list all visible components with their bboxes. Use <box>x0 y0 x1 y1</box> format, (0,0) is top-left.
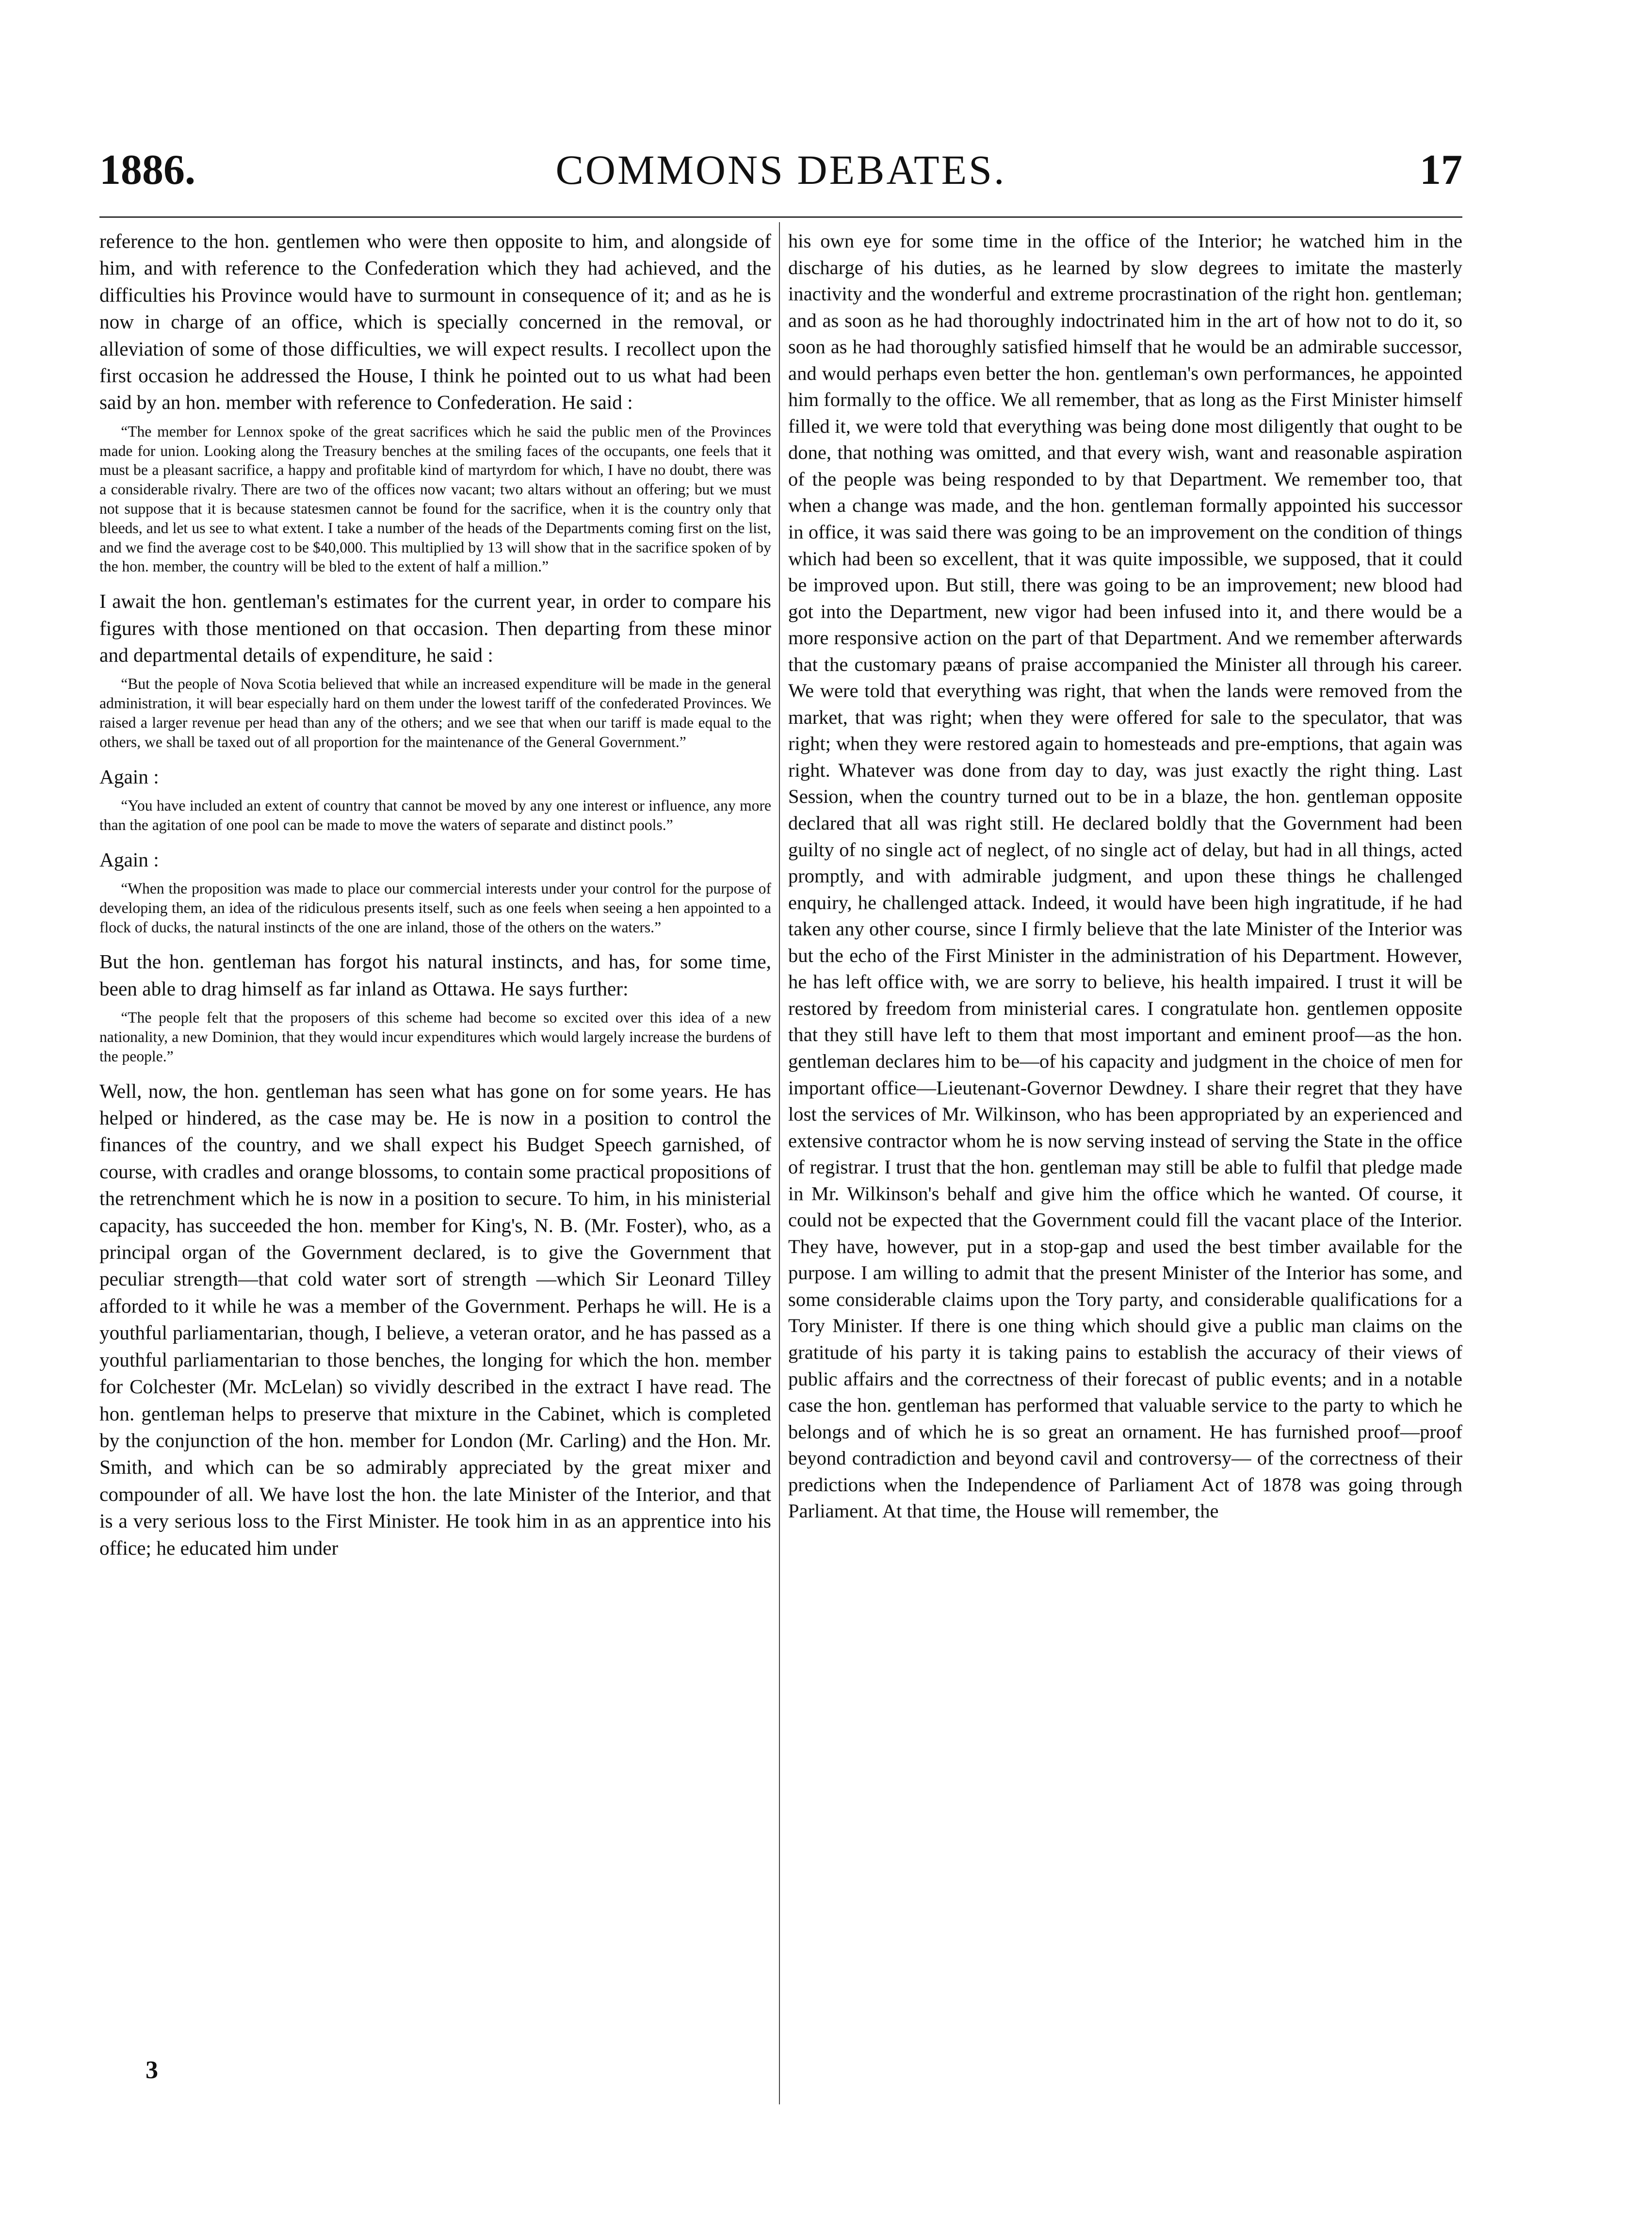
page-number: 17 <box>1420 147 1462 194</box>
paragraph: Well, now, the hon. gentleman has seen what has gone on for some years. He has helped or hindered, as the case may be. He is now in a position to control the finances of the country, and we shall expect his Budget Speech garnished, of course, with cradles and orange blossoms, to contain some practical propositions of the retrenchment which he is now in a position to secure. To him, in his ministerial capacity, has succeeded the hon. member for King's, N. B. (Mr. Foster), who, as a principal organ of the Government declared, is to give the Government that peculiar strength—that cold water sort of strength —which Sir Leonard Tilley afforded to it while he was a member of the Government. Perhaps he will. He is a youthful parliamentarian, though, I believe, a veteran orator, and he has passed as a youthful parliamentarian to those benches, the longing for which the hon. member for Colchester (Mr. McLelan) so vividly described in the extract I have read. The hon. gentleman helps to preserve that mixture in the Cabinet, which is completed by the conjunction of the hon. member for London (Mr. Carling) and the Hon. Mr. Smith, and which can be so admirably appreciated by the great mixer and compounder of all. We have lost the hon. the late Minister of the Interior, and that is a very serious loss to the First Minister. He took him in as an apprentice into his office; he educated him under <box>99 1079 771 1559</box>
block-quote: “The people felt that the proposers of this scheme had become so excited over this idea of a new nationality, a new Dominion, that they would incur expenditures which would largely increase the burdens of the people.” <box>99 1009 771 1065</box>
page-header <box>99 146 1462 204</box>
header-year: 1886. <box>99 147 195 194</box>
again-label: Again : <box>99 765 159 788</box>
column-divider <box>779 222 780 2104</box>
signature-mark: 3 <box>146 2056 158 2084</box>
paragraph: I await the hon. gentleman's estimates for the current year, in order to compare his figures with those mentioned on that occasion. Then departing from these minor and departmental details of expenditure, he said : <box>99 590 771 667</box>
block-quote: “But the people of Nova Scotia believed that while an increased expenditure will be made in the general administration, it will bear especially hard on them under the lowest tariff of the confederated Provinces. We raised a larger revenue per head than any of the others; and we see that when our tariff is made equal to the others, we shall be taxed out of all proportion for the maintenance of the General Government.” <box>99 675 771 750</box>
header-title: COMMONS DEBATES. <box>555 147 1006 193</box>
block-quote: “You have included an extent of country that cannot be moved by any one interest or influence, any more than the agitation of one pool can be made to move the waters of separate and distinct pools.” <box>99 797 771 833</box>
paragraph: But the hon. gentleman has forgot his natural instincts, and has, for some time, been able to drag himself as far inland as Ottawa. He says further: <box>99 950 771 1000</box>
block-quote: “The member for Lennox spoke of the great sacrifices which he said the public men of the Provinces made for union. Looking along the Treasury benches at the smiling faces of the occupants, one feels that it must be a pleasant sacrifice, a happy and profitable kind of martyrdom for which, I have no doubt, there was a considerable rivalry. There are two of the offices now vacant; two altars without an offering; but we must not suppose that it is because statesmen cannot be found for the sacrifice, when it is the country only that bleeds, and let us see to what extent. I take a number of the heads of the Departments coming first on the list, and we find the average cost to be $40,000. This multiplied by 13 will show that in the sacrifice spoken of by the hon. member, the country will be bled to the extent of half a million.” <box>99 423 771 575</box>
left-column <box>99 228 771 2105</box>
header-rule <box>99 216 1462 218</box>
block-quote: “When the proposition was made to place our commercial interests under your control for the purpose of developing them, an idea of the ridiculous presents itself, such as one feels when seeing a hen appointed to a flock of ducks, the natural instincts of the one are inland, those of the others on the waters.” <box>99 880 771 936</box>
right-column <box>788 228 1462 2100</box>
paragraph: his own eye for some time in the office of the Interior; he watched him in the discharge of his duties, as he learned by slow degrees to imitate the masterly inactivity and the wonderful and extreme procrastination of the right hon. gentleman; and as soon as he had thoroughly indoctrinated him in the art of how not to do it, so soon as he had thoroughly satisfied himself that he would be an admirable successor, and would perhaps even better the hon. gentleman's own performances, he appointed him formally to the office. We all remember, that as long as the First Minister himself filled it, we were told that everything was being done most diligently that ought to be done, that nothing was omitted, and that every wish, want and reasonable aspiration of the people was being responded to by that Department. We remember too, that when a change was made, and the hon. gentleman formally appointed his successor in office, it was said there was going to be an improvement on the condition of things which had been so excellent, that it was quite impossible, we supposed, that it could be improved upon. But still, there was going to be an improvement; new blood had got into the Department, new vigor had been infused into it, and there would be a more responsive action on the part of that Department. And we remember afterwards that the customary pæans of praise accompanied the Minister all through his career. We were told that everything was right, that when the lands were removed from the market, that was right; when they were offered for sale to the speculator, that was right; when they were restored again to homesteads and pre-emptions, that again was right. Whatever was done from day to day, was just exactly the right thing. Last Session, when the country turned out to be in a blaze, the hon. gentleman opposite declared that all was right still. He declared boldly that the Government had been guilty of no single act of neglect, of no single act of delay, but had in all things, acted promptly, and with admirable judgment, and upon these things he challenged enquiry, he challenged attack. Indeed, it would have been high ingratitude, if he had taken any other course, since I firmly believe that the late Minister of the Interior was but the echo of the First Minister in the administration of his Department. However, he has left office with, we are sorry to believe, his health impaired. I trust it will be restored by freedom from ministerial cares. I congratulate hon. gentlemen opposite that they still have left to them that most important and eminent proof—as the hon. gentleman declares him to be—of his capacity and judgment in the choice of men for important office—Lieutenant-Governor Dewdney. I share their regret that they have lost the services of Mr. Wilkinson, who has been appropriated by an experienced and extensive contractor whom he is now serving instead of serving the State in the office of registrar. I trust that the hon. gentleman may still be able to fulfil that pledge made in Mr. Wilkinson's behalf and give him the office which he wanted. Of course, it could not be expected that the Government could fill the vacant place of the Interior. They have, however, put in a stop-gap and used the best timber available for the purpose. I am willing to admit that the present Minister of the Interior has some, and some considerable claims upon the Tory party, and considerable qualifications for a Tory Minister. If there is one thing which should give a public man claims on the gratitude of his party it is taking pains to establish the accuracy of their views of public affairs and the correctness of their forecast of public events; and in a notable case the hon. gentleman has performed that valuable service to the party to which he belongs and of which he is so great an ornament. He has furnished proof—proof beyond contradiction and beyond cavil and controversy— of the correctness of their predictions when the Independence of Parliament Act of 1878 was going through Parliament. At that time, the House will remember, the <box>788 230 1462 1522</box>
again-label: Again : <box>99 848 159 871</box>
paragraph: reference to the hon. gentlemen who were then opposite to him, and alongside of him, and with reference to the Confederation which they had achieved, and the difficulties his Province would have to surmount in consequence of it; and as he is now in charge of an office, which is specially concerned in the removal, or alleviation of some of those difficulties, we will expect results. I recollect upon the first occasion he addressed the House, I think he pointed out to us what had been said by an hon. member with reference to Confederation. He said : <box>99 230 771 414</box>
